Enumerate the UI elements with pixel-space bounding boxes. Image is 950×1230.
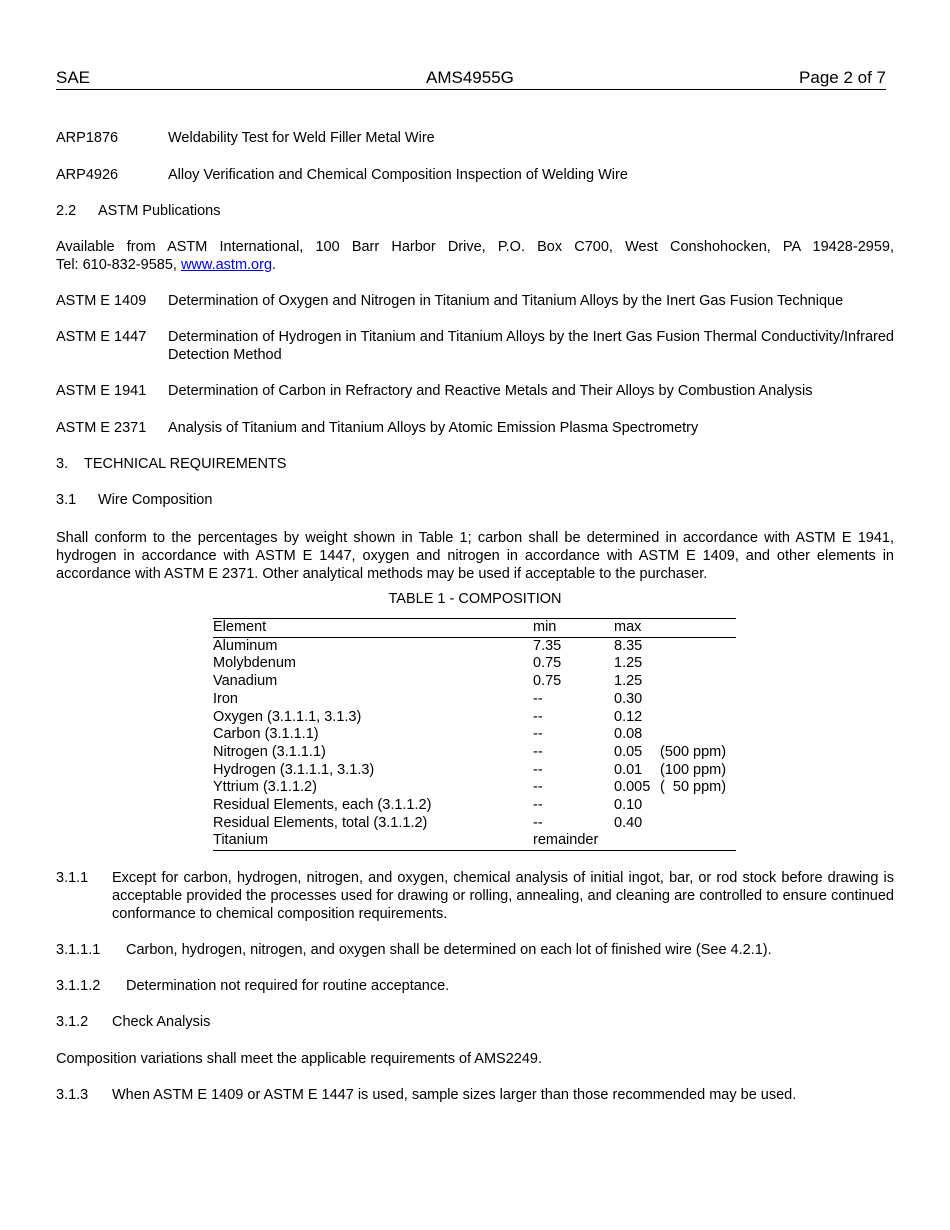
cell-max: 1.25: [614, 655, 643, 672]
table-row: [213, 797, 736, 815]
cell-ppm: [660, 691, 736, 709]
cell-ppm: [660, 726, 736, 744]
cell-element: Vanadium: [213, 673, 278, 690]
table-row: [213, 637, 736, 655]
section-text: Except for carbon, hydrogen, nitrogen, and oxygen, chemical analysis of initial ingot, bar, or rod stock before drawing is acceptable provided the processes used for drawing or rolling, annealing, and cleaning are controlled to ensure continued conformance to chemical composition requirements.: [112, 870, 894, 922]
section-3-1-3: [56, 1086, 894, 1104]
reference-code: ARP4926: [56, 167, 119, 183]
column-header-ppm: [660, 619, 736, 638]
cell-min: 7.35: [533, 637, 562, 654]
cell-min: --: [533, 726, 543, 743]
cell-min: --: [533, 814, 543, 831]
cell-max: 0.05: [614, 743, 643, 760]
cell-ppm: (100 ppm): [660, 761, 727, 778]
section-3-1-2-paragraph: Composition variations shall meet the applicable requirements of AMS2249.: [56, 1051, 543, 1067]
reference-code: ASTM E 2371: [56, 420, 147, 436]
cell-element: Residual Elements, total (3.1.1.2): [213, 814, 428, 831]
reference-astm-e1941: [56, 382, 894, 400]
reference-title: Determination of Oxygen and Nitrogen in Titanium and Titanium Alloys by the Inert Gas Fusion Technique: [168, 293, 844, 309]
table-caption: TABLE 1 - COMPOSITION: [388, 591, 562, 607]
cell-ppm: [660, 655, 736, 673]
reference-arp4926: [56, 166, 894, 184]
reference-code: ARP1876: [56, 130, 119, 146]
reference-title: Determination of Carbon in Refractory and Reactive Metals and Their Alloys by Combustion Analysis: [168, 383, 813, 399]
section-3-1-1: [56, 869, 894, 923]
reference-title: Determination of Hydrogen in Titanium and Titanium Alloys by the Inert Gas Fusion Thermal Conductivity/Infrared Detection Method: [168, 329, 894, 363]
cell-element: Titanium: [213, 832, 269, 849]
cell-max: 0.01: [614, 761, 643, 778]
cell-max: 0.08: [614, 726, 643, 743]
section-2-2-heading: [56, 202, 894, 220]
availability-period: .: [272, 257, 277, 273]
header-org: SAE: [56, 68, 91, 87]
cell-ppm: [660, 815, 736, 833]
section-3-1-paragraph: Shall conform to the percentages by weight shown in Table 1; carbon shall be determined in accordance with ASTM E 1941, hydrogen in accordance with ASTM E 1447, oxygen and nitrogen in accordance with ASTM E 1409, and other elements in accordance with ASTM E 2371. Other analytical methods may be used if acceptable to the purchaser.: [56, 530, 894, 582]
section-3-1-1-1: [56, 941, 894, 959]
cell-ppm: (500 ppm): [660, 743, 727, 760]
table-header-row: [213, 619, 736, 638]
table-row: [213, 709, 736, 727]
cell-max: 8.35: [614, 637, 643, 654]
table-row: [213, 691, 736, 709]
table-row: [213, 726, 736, 744]
reference-astm-e1409: [56, 292, 894, 310]
cell-min: --: [533, 708, 543, 725]
reference-arp1876: [56, 129, 894, 147]
section-3-heading: [56, 455, 894, 473]
reference-astm-e2371: [56, 419, 894, 437]
column-header-max: max: [614, 619, 660, 638]
cell-max: 1.25: [614, 673, 643, 690]
column-header-element: Element: [213, 619, 533, 638]
cell-max: 0.40: [614, 814, 643, 831]
cell-min: --: [533, 690, 543, 707]
cell-min: --: [533, 743, 543, 760]
cell-max: 0.12: [614, 708, 643, 725]
availability-contact: [56, 256, 894, 274]
cell-min: 0.75: [533, 673, 562, 690]
cell-ppm: [660, 797, 736, 815]
cell-element: Hydrogen (3.1.1.1, 3.1.3): [213, 761, 375, 778]
cell-min: remainder: [533, 832, 599, 849]
section-title: TECHNICAL REQUIREMENTS: [84, 456, 287, 472]
table-row: [213, 762, 736, 780]
reference-code: ASTM E 1409: [56, 293, 147, 309]
cell-element: Residual Elements, each (3.1.1.2): [213, 797, 432, 814]
table-row: [213, 673, 736, 691]
reference-code: ASTM E 1447: [56, 329, 147, 345]
table-row: [213, 815, 736, 833]
cell-min: --: [533, 761, 543, 778]
composition-table-body: [213, 637, 736, 850]
table-row: [213, 832, 736, 850]
reference-title: Weldability Test for Weld Filler Metal Wire: [168, 130, 435, 146]
cell-ppm: [660, 709, 736, 727]
cell-ppm: [660, 673, 736, 691]
section-number: 3.1.1.2: [56, 978, 101, 994]
composition-table: [213, 618, 736, 851]
reference-code: ASTM E 1941: [56, 383, 147, 399]
header-page-number: Page 2 of 7: [799, 68, 886, 87]
table-row: [213, 655, 736, 673]
cell-min: 0.75: [533, 655, 562, 672]
cell-element: Nitrogen (3.1.1.1): [213, 743, 326, 760]
section-title: ASTM Publications: [98, 203, 221, 219]
section-number: 2.2: [56, 203, 77, 219]
cell-element: Oxygen (3.1.1.1, 3.1.3): [213, 708, 362, 725]
cell-min: --: [533, 797, 543, 814]
section-3-1-1-2: [56, 977, 894, 995]
section-number: 3.1.1.1: [56, 942, 101, 958]
section-number: 3.1.2: [56, 1014, 89, 1030]
availability-phone: Tel: 610-832-9585,: [56, 257, 181, 273]
section-title: Check Analysis: [112, 1014, 211, 1030]
cell-ppm: ( 50 ppm): [660, 779, 727, 796]
reference-astm-e1447: [56, 328, 894, 364]
header-doc-number: AMS4955G: [426, 68, 514, 87]
section-number: 3.1: [56, 492, 77, 508]
cell-element: Yttrium (3.1.1.2): [213, 779, 317, 796]
section-text: Carbon, hydrogen, nitrogen, and oxygen shall be determined on each lot of finished wire (See 4.2.1).: [126, 942, 772, 958]
section-number: 3.: [56, 456, 69, 472]
availability-line: Available from ASTM International, 100 Barr Harbor Drive, P.O. Box C700, West Conshohocken, PA 19428-2959,: [56, 239, 894, 255]
column-header-min: min: [533, 619, 614, 638]
astm-website-link[interactable]: www.astm.org: [180, 257, 273, 273]
cell-element: Carbon (3.1.1.1): [213, 726, 319, 743]
section-number: 3.1.1: [56, 870, 89, 886]
astm-availability-paragraph: [56, 238, 894, 274]
cell-ppm: [660, 832, 736, 850]
reference-title: Analysis of Titanium and Titanium Alloys by Atomic Emission Plasma Spectrometry: [168, 420, 699, 436]
page-header: [56, 68, 886, 90]
section-number: 3.1.3: [56, 1087, 89, 1103]
section-3-1-2-heading: [56, 1013, 894, 1031]
table-row: [213, 744, 736, 762]
cell-min: --: [533, 779, 543, 796]
cell-element: Molybdenum: [213, 655, 297, 672]
section-title: Wire Composition: [98, 492, 213, 508]
section-3-1-heading: [56, 491, 894, 509]
cell-max: 0.005: [614, 779, 651, 796]
cell-max: 0.30: [614, 690, 643, 707]
cell-max: [614, 832, 660, 850]
table-row: [213, 779, 736, 797]
cell-max: 0.10: [614, 797, 643, 814]
reference-title: Alloy Verification and Chemical Composition Inspection of Welding Wire: [168, 167, 628, 183]
section-text: When ASTM E 1409 or ASTM E 1447 is used, sample sizes larger than those recommended may be used.: [112, 1087, 797, 1103]
cell-ppm: [660, 637, 736, 655]
section-text: Determination not required for routine acceptance.: [126, 978, 450, 994]
cell-element: Iron: [213, 690, 238, 707]
cell-element: Aluminum: [213, 637, 278, 654]
